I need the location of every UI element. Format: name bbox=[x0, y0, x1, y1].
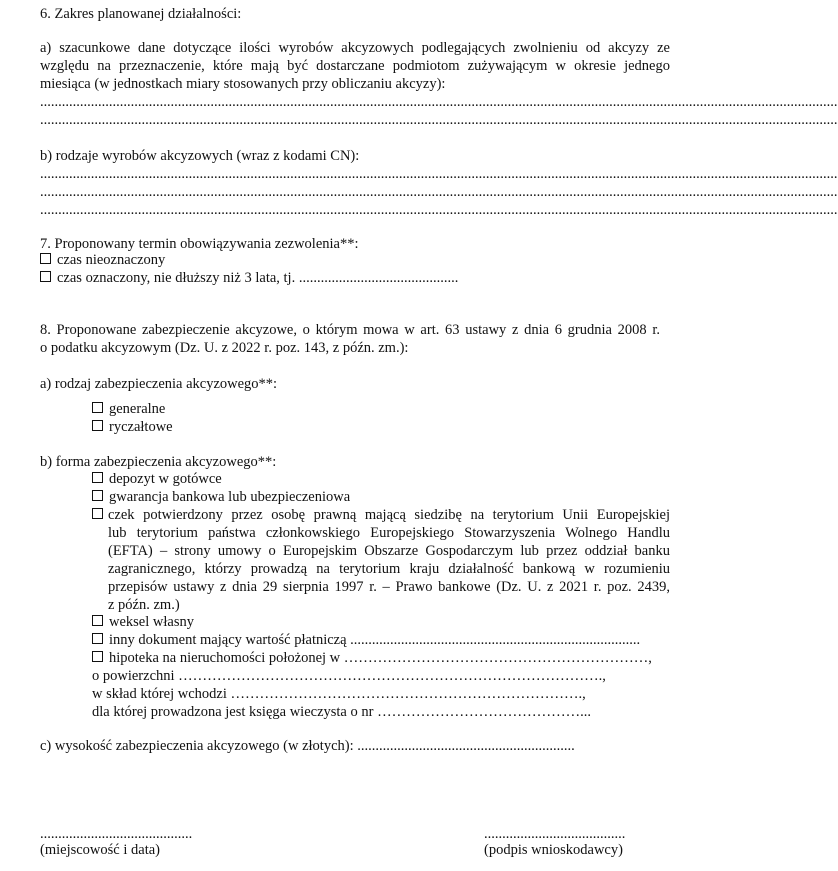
form-cheque-line-4: zagranicznego, którzy prowadzą na terytorium kraju działalność bankową w rozumieniu bbox=[108, 561, 670, 577]
checkbox[interactable] bbox=[92, 472, 103, 483]
option-label: czas oznaczony, nie dłuższy niż 3 lata, tj. ............................................ bbox=[57, 270, 459, 286]
form-cheque-line-6: z późn. zm.) bbox=[108, 597, 180, 613]
place-date-line[interactable]: .......................................... bbox=[40, 826, 193, 842]
section-8-heading-line-2: o podatku akcyzowym (Dz. U. z 2022 r. poz. 143, z późn. zm.): bbox=[40, 340, 409, 356]
section-8-heading-line-1: 8. Proponowane zabezpieczenie akcyzowe, o którym mowa w art. 63 ustawy z dnia 6 grudnia 2008 r. bbox=[40, 322, 660, 338]
section-6a-line-2: względu na przeznaczenie, które mają być dostarczane podmiotom zużywającym w okresie jednego bbox=[40, 58, 670, 74]
option-label: weksel własny bbox=[109, 614, 194, 630]
option-label: hipoteka na nieruchomości położonej w ………………………………………………………, bbox=[109, 650, 652, 666]
security-type-general-option[interactable] bbox=[92, 401, 165, 418]
option-label: gwarancja bankowa lub ubezpieczeniowa bbox=[109, 489, 351, 505]
option-label: generalne bbox=[109, 401, 166, 417]
section-6b-answer-line-3[interactable]: ............................................................................................................................................................................................................................ bbox=[40, 202, 838, 218]
form-guarantee-option[interactable] bbox=[92, 489, 350, 506]
checkbox[interactable] bbox=[40, 271, 51, 282]
checkbox[interactable] bbox=[92, 651, 103, 662]
option-label: depozyt w gotówce bbox=[109, 471, 222, 487]
form-cheque-line-5: przepisów ustawy z dnia 29 sierpnia 1997 r. – Prawo bankowe (Dz. U. z 2021 r. poz. 2439, bbox=[108, 579, 670, 595]
mortgage-area-line: o powierzchni ……………………………………………………………………………., bbox=[92, 668, 606, 684]
mortgage-land-register-line: dla której prowadzona jest księga wieczysta o nr ……………………………………... bbox=[92, 704, 591, 720]
form-deposit-option[interactable] bbox=[92, 471, 222, 488]
section-6a-answer-line-2[interactable]: ............................................................................................................................................................................................................................ bbox=[40, 112, 838, 128]
form-other-document-option[interactable] bbox=[92, 632, 670, 649]
place-date-caption: (miejscowość i data) bbox=[40, 842, 160, 858]
section-6b-label: b) rodzaje wyrobów akcyzowych (wraz z kodami CN): bbox=[40, 148, 360, 164]
checkbox[interactable] bbox=[92, 633, 103, 644]
form-cheque-line-1: czek potwierdzony przez osobę prawną mającą siedzibę na terytorium Unii Europejskiej bbox=[108, 507, 670, 523]
section-8b-label: b) forma zabezpieczenia akcyzowego**: bbox=[40, 454, 277, 470]
checkbox[interactable] bbox=[92, 490, 103, 501]
form-cheque-line-2: lub terytorium państwa członkowskiego Europejskiego Stowarzyszenia Wolnego Handlu bbox=[108, 525, 670, 541]
section-6a-line-1: a) szacunkowe dane dotyczące ilości wyrobów akcyzowych podlegających zwolnieniu od akcyzy ze bbox=[40, 40, 670, 56]
section-7-heading: 7. Proponowany termin obowiązywania zezwolenia**: bbox=[40, 236, 359, 252]
security-type-flatrate-option[interactable] bbox=[92, 419, 173, 436]
section-6-heading: 6. Zakres planowanej działalności: bbox=[40, 6, 242, 22]
form-cheque-line-3: (EFTA) – strony umowy o Europejskim Obszarze Gospodarczym lub przez oddział banku bbox=[108, 543, 670, 559]
section-6a-line-3: miesiąca (w jednostkach miary stosowanych przy obliczaniu akcyzy): bbox=[40, 76, 446, 92]
form-bill-option[interactable] bbox=[92, 614, 194, 631]
term-indefinite-option[interactable] bbox=[40, 252, 165, 269]
form-mortgage-option[interactable] bbox=[92, 650, 672, 667]
mortgage-composition-line: w skład której wchodzi ………………………………………………………………., bbox=[92, 686, 586, 702]
option-label: czas nieoznaczony bbox=[57, 252, 166, 268]
term-definite-option[interactable] bbox=[40, 270, 458, 287]
option-label: inny dokument mający wartość płatniczą ................................................................................ bbox=[109, 632, 641, 648]
checkbox[interactable] bbox=[92, 402, 103, 413]
section-6b-answer-line-2[interactable]: ............................................................................................................................................................................................................................ bbox=[40, 184, 838, 200]
option-label: ryczałtowe bbox=[109, 419, 173, 435]
section-6b-answer-line-1[interactable]: ............................................................................................................................................................................................................................ bbox=[40, 166, 838, 182]
checkbox[interactable] bbox=[92, 615, 103, 626]
section-6a-answer-line-1[interactable]: ............................................................................................................................................................................................................................ bbox=[40, 94, 838, 110]
applicant-signature-caption: (podpis wnioskodawcy) bbox=[484, 842, 623, 858]
section-8a-label: a) rodzaj zabezpieczenia akcyzowego**: bbox=[40, 376, 278, 392]
checkbox[interactable] bbox=[92, 508, 103, 519]
form-cheque-option[interactable] bbox=[92, 507, 109, 524]
section-8c-label: c) wysokość zabezpieczenia akcyzowego (w złotych): ............................................................ bbox=[40, 738, 575, 754]
checkbox[interactable] bbox=[40, 253, 51, 264]
applicant-signature-line[interactable]: ....................................... bbox=[484, 826, 626, 842]
checkbox[interactable] bbox=[92, 420, 103, 431]
